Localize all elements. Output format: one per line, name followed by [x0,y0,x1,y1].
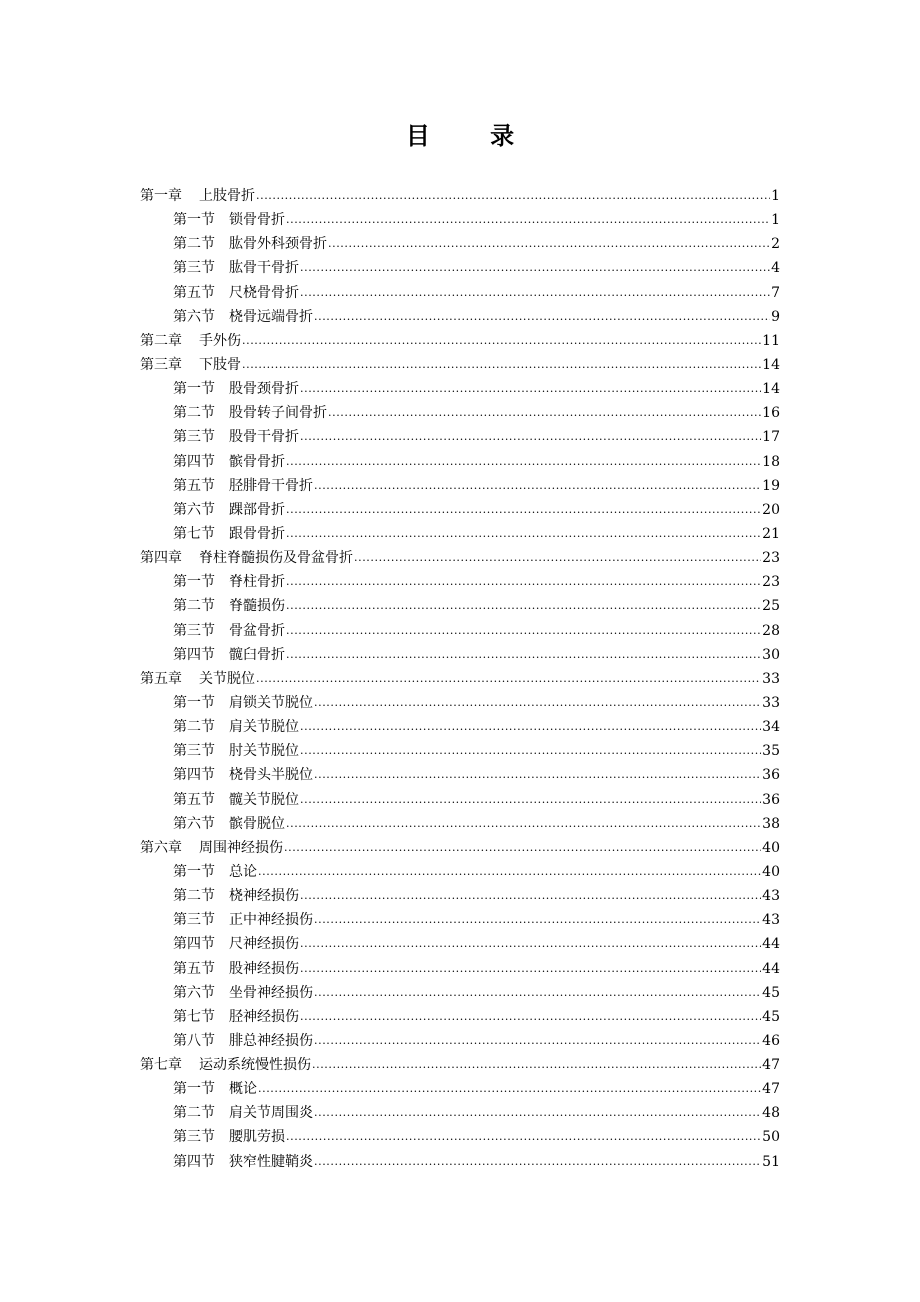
toc-entry-title: 上肢骨折 [199,188,255,204]
toc-entry-label [173,860,257,884]
toc-entry-title: 胫腓骨干骨折 [229,477,313,494]
toc-entry-label [173,594,285,618]
dot-leader [314,980,761,1005]
toc-entry-title: 肩锁关节脱位 [229,694,313,711]
toc-entry-label [173,884,299,908]
toc-section-entry[interactable] [140,908,780,932]
toc-entry-number: 第六节 [173,815,215,832]
toc-page-number: 21 [762,525,780,542]
toc-page-number: 47 [762,1057,780,1074]
dot-leader [300,738,761,763]
toc-entry-label [173,788,299,812]
toc-page-number: 28 [762,622,780,639]
toc-entry-title: 股骨转子间骨折 [229,405,327,422]
toc-entry-number: 第三节 [173,1129,215,1146]
toc-section-entry[interactable] [140,932,780,956]
dot-leader [300,787,761,812]
dot-leader [286,569,761,594]
toc-entry-label [173,281,299,305]
toc-entry-label [173,957,299,981]
toc-entry-number: 第四节 [173,1153,215,1170]
toc-entry-label [173,1101,313,1125]
toc-entry-label [173,498,285,522]
toc-entry-title: 脊柱骨折 [229,574,285,591]
toc-entry-label [173,256,299,280]
toc-page-number: 20 [762,501,780,518]
toc-section-entry[interactable] [140,377,780,401]
toc-entry-label [140,546,353,570]
dot-leader [286,207,770,232]
toc-entry-label [173,739,299,763]
toc-section-entry[interactable] [140,256,780,280]
toc-section-entry[interactable] [140,1101,780,1125]
dot-leader [286,811,761,836]
toc-entry-label [173,232,327,256]
toc-page-number: 4 [771,260,780,277]
toc-entry-label [173,715,299,739]
toc-entry-title: 肘关节脱位 [229,743,299,760]
toc-entry-label [140,329,241,353]
toc-entry-number: 第一节 [173,1081,215,1098]
toc-section-entry[interactable] [140,812,780,836]
toc-entry-label [140,836,283,860]
toc-entry-title: 腓总神经损伤 [229,1032,313,1049]
toc-list [140,184,780,1174]
toc-entry-label [173,522,285,546]
toc-section-entry[interactable] [140,232,780,256]
toc-entry-title: 下肢骨 [199,356,241,373]
toc-entry-label [173,1125,285,1149]
dot-leader [314,907,761,932]
toc-entry-label [173,474,313,498]
toc-entry-title: 脊柱脊髓损伤及骨盆骨折 [199,550,353,567]
dot-leader [300,883,761,908]
toc-entry-label [173,1029,313,1053]
toc-entry-label [140,184,255,208]
toc-entry-title: 股骨干骨折 [229,429,299,446]
toc-section-entry[interactable] [140,401,780,425]
toc-section-entry[interactable] [140,1029,780,1053]
toc-entry-title: 概论 [229,1081,257,1098]
toc-section-entry[interactable] [140,474,780,498]
toc-section-entry[interactable] [140,715,780,739]
toc-entry-title: 肩关节脱位 [229,719,299,736]
dot-leader [314,762,761,787]
toc-page-number: 11 [762,332,780,349]
toc-entry-number: 第二节 [173,719,215,736]
toc-entry-number: 第一节 [173,694,215,711]
toc-page-number: 30 [762,646,780,663]
dot-leader [256,666,761,691]
toc-entry-label [173,981,313,1005]
toc-page-number: 36 [762,767,780,784]
dot-leader [312,1052,761,1077]
toc-entry-number: 第二节 [173,405,215,422]
toc-entry-title: 股骨颈骨折 [229,381,299,398]
toc-entry-number: 第四节 [173,453,215,470]
dot-leader [328,231,770,256]
toc-entry-label [173,208,285,232]
toc-page-number: 40 [762,839,780,856]
toc-page-number: 43 [762,912,780,929]
toc-entry-number: 第七节 [173,1008,215,1025]
toc-entry-title: 脊髓损伤 [229,598,285,615]
toc-entry-number: 第一节 [173,574,215,591]
toc-entry-title: 桡骨头半脱位 [229,767,313,784]
dot-leader [242,328,761,353]
toc-entry-title: 尺桡骨骨折 [229,284,299,301]
toc-entry-number: 第三节 [173,429,215,446]
toc-section-entry[interactable] [140,957,780,981]
toc-page-number: 44 [762,936,780,953]
toc-section-entry[interactable] [140,1125,780,1149]
toc-page-number: 36 [762,791,780,808]
toc-entry-number: 第四节 [173,646,215,663]
toc-entry-label [173,691,313,715]
toc-section-entry[interactable] [140,305,780,329]
toc-section-entry[interactable] [140,522,780,546]
toc-entry-title: 髌骨骨折 [229,453,285,470]
toc-section-entry[interactable] [140,763,780,787]
toc-entry-number: 第六节 [173,501,215,518]
toc-chapter-entry[interactable] [140,546,780,570]
toc-section-entry[interactable] [140,281,780,305]
toc-page-number: 19 [762,477,780,494]
toc-entry-title: 肱骨干骨折 [229,260,299,277]
toc-page-number: 43 [762,888,780,905]
toc-section-entry[interactable] [140,1077,780,1101]
toc-entry-label [173,1150,313,1174]
toc-page-number: 7 [771,284,780,301]
toc-section-entry[interactable] [140,498,780,522]
toc-chapter-entry[interactable] [140,353,780,377]
toc-page-number: 9 [771,308,780,325]
dot-leader [286,618,761,643]
dot-leader [258,859,761,884]
toc-chapter-entry[interactable] [140,1053,780,1077]
toc-entry-number: 第六节 [173,984,215,1001]
toc-entry-label [173,932,299,956]
dot-leader [286,593,761,618]
toc-entry-label [140,1053,311,1077]
toc-entry-label [173,763,313,787]
toc-entry-label [173,1005,299,1029]
toc-entry-number: 第一节 [173,381,215,398]
dot-leader [286,521,761,546]
dot-leader [328,400,761,425]
toc-entry-label [173,1077,257,1101]
toc-section-entry[interactable] [140,1005,780,1029]
toc-entry-title: 骨盆骨折 [229,622,285,639]
toc-entry-title: 髋关节脱位 [229,791,299,808]
toc-entry-label [173,570,285,594]
toc-page-number: 33 [762,694,780,711]
toc-entry-number: 第三节 [173,260,215,277]
toc-entry-title: 手外伤 [199,332,241,349]
toc-chapter-entry[interactable] [140,667,780,691]
toc-page-number: 40 [762,863,780,880]
toc-entry-title: 尺神经损伤 [229,936,299,953]
toc-entry-title: 跟骨骨折 [229,525,285,542]
dot-leader [284,835,761,860]
toc-entry-number: 第一节 [173,863,215,880]
toc-page-number: 23 [762,550,780,567]
toc-page-number: 45 [762,1008,780,1025]
toc-entry-number: 第五节 [173,960,215,977]
toc-page-number: 1 [771,188,780,204]
toc-entry-label [173,377,299,401]
toc-entry-label [173,619,285,643]
toc-entry-number: 第二章 [140,332,182,349]
toc-section-entry[interactable] [140,884,780,908]
toc-entry-title: 胫神经损伤 [229,1008,299,1025]
toc-page-number: 14 [762,381,780,398]
toc-page-number: 50 [762,1129,780,1146]
dot-leader [300,714,761,739]
toc-entry-number: 第七节 [173,525,215,542]
toc-page-number: 17 [762,429,780,446]
dot-leader [286,497,761,522]
toc-entry-number: 第一章 [140,188,182,204]
dot-leader [256,183,770,208]
dot-leader [314,1028,761,1053]
toc-page-number: 45 [762,984,780,1001]
toc-page-number: 14 [762,356,780,373]
toc-entry-number: 第三节 [173,912,215,929]
toc-page-number: 25 [762,598,780,615]
toc-page-number: 1 [771,212,780,229]
toc-entry-label [173,450,285,474]
toc-section-entry[interactable] [140,570,780,594]
dot-leader [300,280,770,305]
toc-entry-number: 第五节 [173,477,215,494]
toc-page-number: 16 [762,405,780,422]
toc-page-number: 38 [762,815,780,832]
toc-entry-title: 锁骨骨折 [229,212,285,229]
toc-entry-title: 关节脱位 [199,670,255,687]
toc-entry-number: 第六节 [173,308,215,325]
toc-page-number: 44 [762,960,780,977]
toc-entry-number: 第八节 [173,1032,215,1049]
dot-leader [286,642,761,667]
toc-entry-number: 第六章 [140,839,182,856]
toc-entry-label [173,643,285,667]
toc-entry-number: 第二节 [173,236,215,253]
dot-leader [300,1004,761,1029]
dot-leader [314,1100,761,1125]
dot-leader [286,1124,761,1149]
toc-page-number: 47 [762,1081,780,1098]
toc-entry-label [173,425,299,449]
dot-leader [314,690,761,715]
dot-leader [258,1076,761,1101]
toc-entry-label [173,305,313,329]
toc-entry-number: 第三节 [173,743,215,760]
toc-entry-title: 肩关节周围炎 [229,1105,313,1122]
toc-page-number: 23 [762,574,780,591]
toc-section-entry[interactable] [140,643,780,667]
toc-entry-number: 第四节 [173,767,215,784]
toc-section-entry[interactable] [140,208,780,232]
toc-chapter-entry[interactable] [140,836,780,860]
toc-title: 目 录 [405,121,541,150]
toc-entry-title: 桡神经损伤 [229,888,299,905]
dot-leader [300,931,761,956]
toc-section-entry[interactable] [140,739,780,763]
toc-section-entry[interactable] [140,788,780,812]
toc-entry-title: 桡骨远端骨折 [229,308,313,325]
toc-entry-title: 运动系统慢性损伤 [199,1057,311,1074]
toc-entry-label [140,353,241,377]
toc-entry-title: 周围神经损伤 [199,839,283,856]
dot-leader [300,376,761,401]
toc-entry-number: 第一节 [173,212,215,229]
toc-entry-number: 第四节 [173,936,215,953]
toc-entry-number: 第二节 [173,888,215,905]
toc-entry-number: 第二节 [173,598,215,615]
toc-page-number: 35 [762,743,780,760]
toc-entry-title: 肱骨外科颈骨折 [229,236,327,253]
dot-leader [314,473,761,498]
toc-entry-label [173,908,313,932]
toc-entry-title: 总论 [229,863,257,880]
toc-entry-title: 正中神经损伤 [229,912,313,929]
toc-entry-label [140,667,255,691]
dot-leader [286,449,761,474]
toc-entry-number: 第五节 [173,284,215,301]
toc-entry-title: 狭窄性腱鞘炎 [229,1153,313,1170]
toc-entry-title: 坐骨神经损伤 [229,984,313,1001]
toc-page-number: 51 [762,1153,780,1170]
toc-entry-title: 髋臼骨折 [229,646,285,663]
toc-section-entry[interactable] [140,1150,780,1174]
toc-entry-number: 第五节 [173,791,215,808]
toc-chapter-entry[interactable] [140,184,780,208]
dot-leader [314,304,770,329]
toc-page-number: 18 [762,453,780,470]
toc-page-number: 46 [762,1032,780,1049]
toc-entry-number: 第五章 [140,670,182,687]
toc-chapter-entry[interactable] [140,329,780,353]
toc-section-entry[interactable] [140,425,780,449]
toc-entry-number: 第二节 [173,1105,215,1122]
dot-leader [300,956,761,981]
dot-leader [300,255,770,280]
dot-leader [242,352,761,377]
toc-section-entry[interactable] [140,691,780,715]
toc-entry-number: 第三节 [173,622,215,639]
toc-page-number: 34 [762,719,780,736]
toc-section-entry[interactable] [140,981,780,1005]
toc-entry-number: 第四章 [140,550,182,567]
toc-page-number: 48 [762,1105,780,1122]
toc-entry-title: 踝部骨折 [229,501,285,518]
dot-leader [300,424,761,449]
toc-section-entry[interactable] [140,619,780,643]
toc-entry-title: 髌骨脱位 [229,815,285,832]
toc-entry-label [173,401,327,425]
dot-leader [314,1149,761,1174]
toc-page-number: 33 [762,670,780,687]
toc-section-entry[interactable] [140,450,780,474]
toc-section-entry[interactable] [140,594,780,618]
toc-section-entry[interactable] [140,860,780,884]
toc-entry-number: 第七章 [140,1057,182,1074]
toc-entry-title: 股神经损伤 [229,960,299,977]
toc-entry-label [173,812,285,836]
toc-entry-title: 腰肌劳损 [229,1129,285,1146]
toc-entry-number: 第三章 [140,356,182,373]
dot-leader [354,545,761,570]
toc-page-number: 2 [771,236,780,253]
